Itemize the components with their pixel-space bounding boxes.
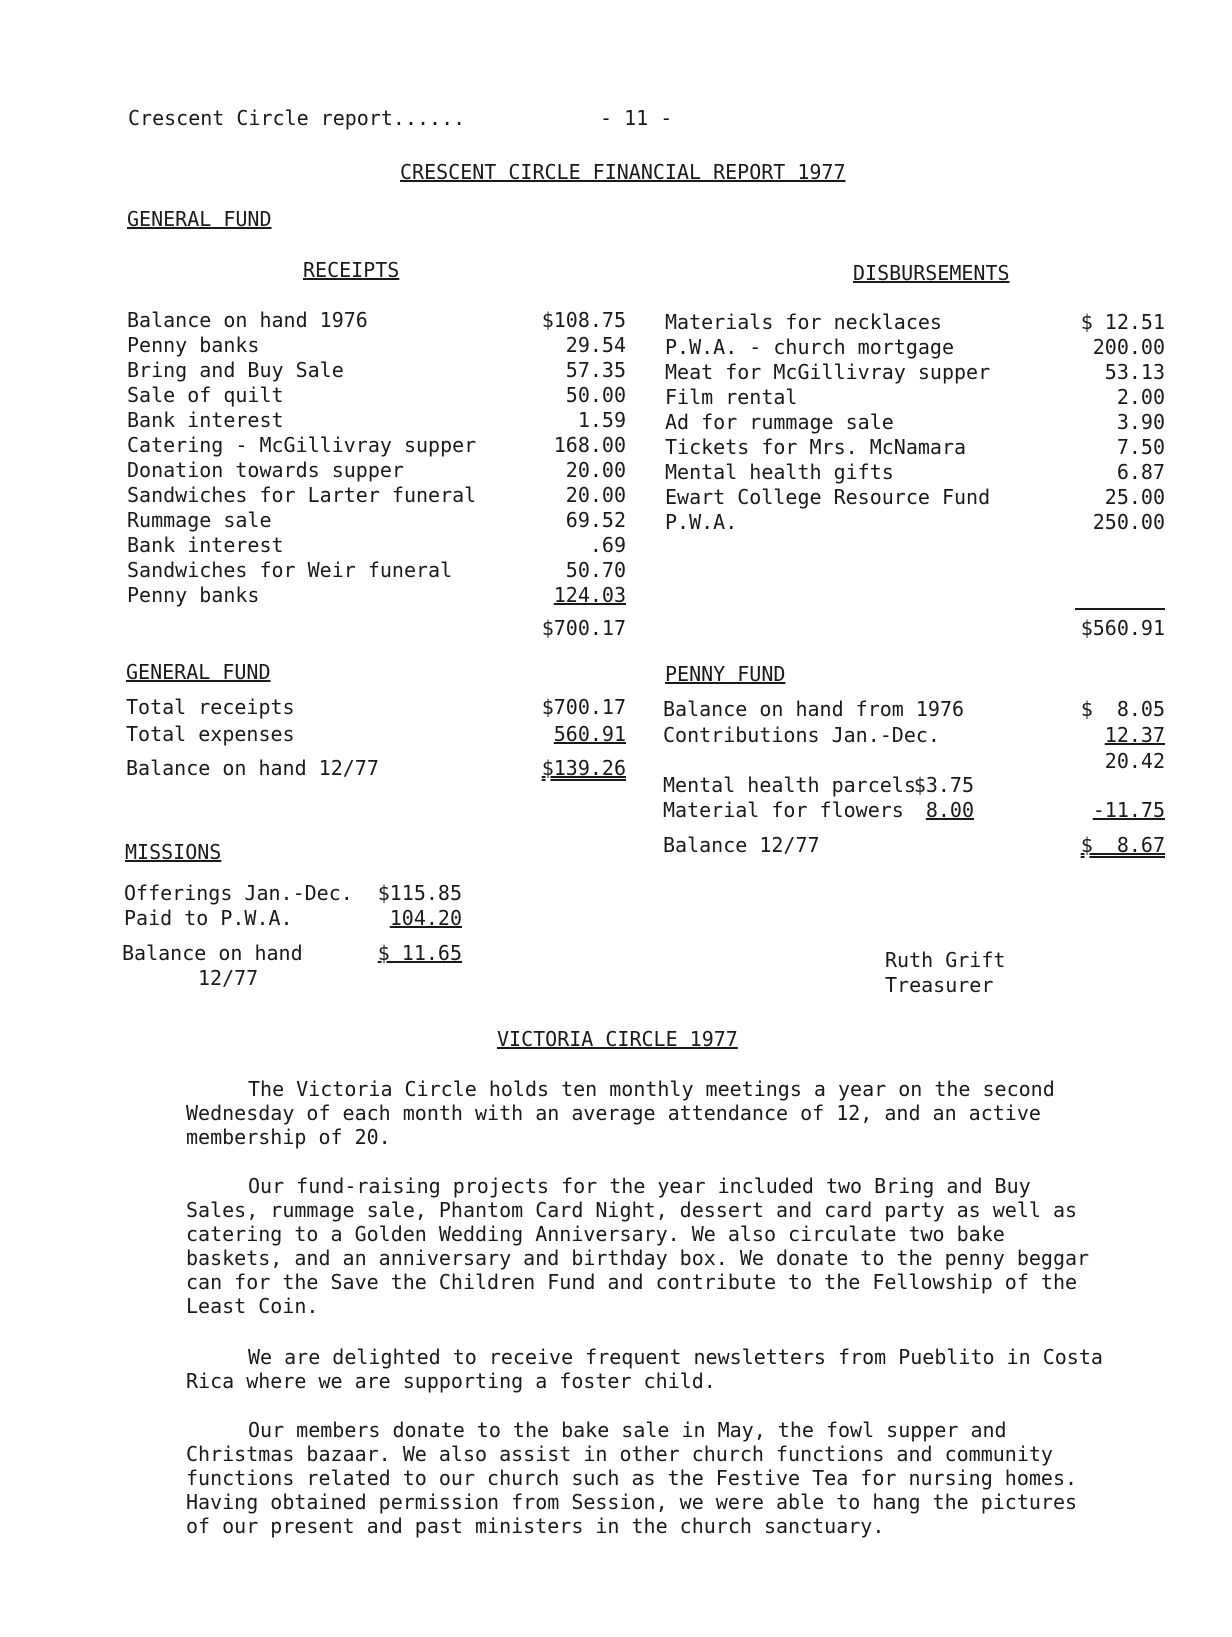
penny-contributions-label: Contributions Jan.-Dec. <box>663 723 940 747</box>
general-fund-heading: GENERAL FUND <box>127 207 272 231</box>
missions-heading: MISSIONS <box>125 840 222 864</box>
disbursement-amount: 3.90 <box>1116 410 1165 434</box>
receipt-amount: 29.54 <box>565 333 626 357</box>
balance-on-hand-label: Balance on hand 12/77 <box>126 756 379 780</box>
missions-balance-date: 12/77 <box>198 966 259 990</box>
penny-balance-label: Balance 12/77 <box>663 833 820 857</box>
victoria-circle-title: VICTORIA CIRCLE 1977 <box>497 1027 738 1051</box>
receipt-amount: 50.70 <box>565 558 626 582</box>
running-head: Crescent Circle report...... <box>128 106 466 130</box>
penny-contributions-amount: 12.37 <box>1104 723 1165 747</box>
disbursement-amount: $ 12.51 <box>1080 310 1165 334</box>
disbursements-total: $560.91 <box>1080 616 1165 640</box>
receipt-amount: 124.03 <box>553 583 626 607</box>
disbursement-label: P.W.A. <box>665 510 738 534</box>
disbursement-label: Tickets for Mrs. McNamara <box>665 435 967 459</box>
penny-expenses-total: -11.75 <box>1092 798 1165 822</box>
victoria-paragraph: Our members donate to the bake sale in May, the fowl supper and Christmas bazaar. We also assist in other church functions and community functions related to our church such as the Festive Tea for nursing homes. Having obtained permission from Session, we were able to hang the pictures of our present and past ministers in the church sanctuary. <box>186 1418 1078 1538</box>
total-expenses-amount: 560.91 <box>553 722 626 746</box>
receipt-label: Rummage sale <box>127 508 272 532</box>
disbursement-amount: 6.87 <box>1116 460 1165 484</box>
penny-balance-1976-label: Balance on hand from 1976 <box>663 697 965 721</box>
balance-on-hand-amount: $139.26 <box>541 756 626 780</box>
disbursement-amount: 250.00 <box>1092 510 1165 534</box>
missions-offerings-label: Offerings Jan.-Dec. <box>124 881 353 905</box>
receipt-amount: 168.00 <box>553 433 626 457</box>
disbursement-amount: 53.13 <box>1104 360 1165 384</box>
receipt-amount: 50.00 <box>565 383 626 407</box>
total-receipts-label: Total receipts <box>126 695 295 719</box>
receipt-label: Balance on hand 1976 <box>127 308 368 332</box>
disbursement-label: Materials for necklaces <box>665 310 942 334</box>
receipt-amount: 69.52 <box>565 508 626 532</box>
disbursement-label: P.W.A. - church mortgage <box>665 335 954 359</box>
penny-expense-label: Mental health parcels <box>663 773 916 797</box>
total-expenses-label: Total expenses <box>126 722 295 746</box>
receipt-label: Bring and Buy Sale <box>127 358 344 382</box>
penny-expense-label: Material for flowers <box>663 798 904 822</box>
disbursement-amount: 200.00 <box>1092 335 1165 359</box>
receipt-amount: $108.75 <box>541 308 626 332</box>
penny-subtotal: 20.42 <box>1104 749 1165 773</box>
victoria-paragraph: Our fund-raising projects for the year included two Bring and Buy Sales, rummage sale, Phantom Card Night, dessert and card party as well as catering to a Golden Wedding Anniversary. We also circulate two bake baskets, and an anniversary and birthday box. We donate to the penny beggar can for the Save the Children Fund and contribute to the Fellowship of the Least Coin. <box>186 1174 1090 1318</box>
receipt-label: Sandwiches for Larter funeral <box>127 483 477 507</box>
missions-paid-label: Paid to P.W.A. <box>124 906 293 930</box>
receipt-amount: 20.00 <box>565 483 626 507</box>
receipt-amount: 20.00 <box>565 458 626 482</box>
receipt-label: Bank interest <box>127 533 284 557</box>
disbursement-label: Ad for rummage sale <box>665 410 894 434</box>
receipt-label: Catering - McGillivray supper <box>127 433 477 457</box>
penny-expense-amount: $3.75 <box>913 773 974 797</box>
missions-offerings-amount: $115.85 <box>377 881 462 905</box>
penny-balance-1976-amount: $ 8.05 <box>1080 697 1165 721</box>
penny-balance-amount: $ 8.67 <box>1080 833 1165 857</box>
receipt-amount: 1.59 <box>577 408 626 432</box>
treasurer-role: Treasurer <box>885 973 994 997</box>
missions-balance-label: Balance on hand <box>122 941 303 965</box>
total-receipts-amount: $700.17 <box>541 695 626 719</box>
penny-fund-heading: PENNY FUND <box>665 662 786 686</box>
report-title: CRESCENT CIRCLE FINANCIAL REPORT 1977 <box>400 160 846 184</box>
penny-expense-amount: 8.00 <box>925 798 974 822</box>
victoria-paragraph: The Victoria Circle holds ten monthly meetings a year on the second Wednesday of each month with an average attendance of 12, and an active membership of 20. <box>186 1077 1055 1149</box>
general-fund-summary-heading: GENERAL FUND <box>126 660 271 684</box>
disbursements-heading: DISBURSEMENTS <box>853 261 1010 285</box>
disbursement-label: Ewart College Resource Fund <box>665 485 991 509</box>
receipt-label: Penny banks <box>127 333 260 357</box>
victoria-paragraph: We are delighted to receive frequent newsletters from Pueblito in Costa Rica where we are supporting a foster child. <box>186 1345 1103 1393</box>
missions-balance-amount: $ 11.65 <box>377 941 462 965</box>
disbursement-label: Mental health gifts <box>665 460 894 484</box>
disbursement-amount: 25.00 <box>1104 485 1165 509</box>
receipt-label: Sandwiches for Weir funeral <box>127 558 453 582</box>
receipt-amount: .69 <box>589 533 626 557</box>
treasurer-name: Ruth Grift <box>885 948 1006 972</box>
receipt-label: Sale of quilt <box>127 383 284 407</box>
disbursement-amount: 7.50 <box>1116 435 1165 459</box>
receipt-label: Donation towards supper <box>127 458 404 482</box>
disbursement-label: Film rental <box>665 385 798 409</box>
missions-paid-amount: 104.20 <box>389 906 462 930</box>
receipt-amount: 57.35 <box>565 358 626 382</box>
receipt-label: Bank interest <box>127 408 284 432</box>
disbursement-amount: 2.00 <box>1116 385 1165 409</box>
receipt-label: Penny banks <box>127 583 260 607</box>
page-number: - 11 - <box>600 106 673 130</box>
disbursements-total-rule <box>1075 608 1165 610</box>
disbursement-label: Meat for McGillivray supper <box>665 360 991 384</box>
receipts-total: $700.17 <box>541 616 626 640</box>
receipts-heading: RECEIPTS <box>303 258 400 282</box>
